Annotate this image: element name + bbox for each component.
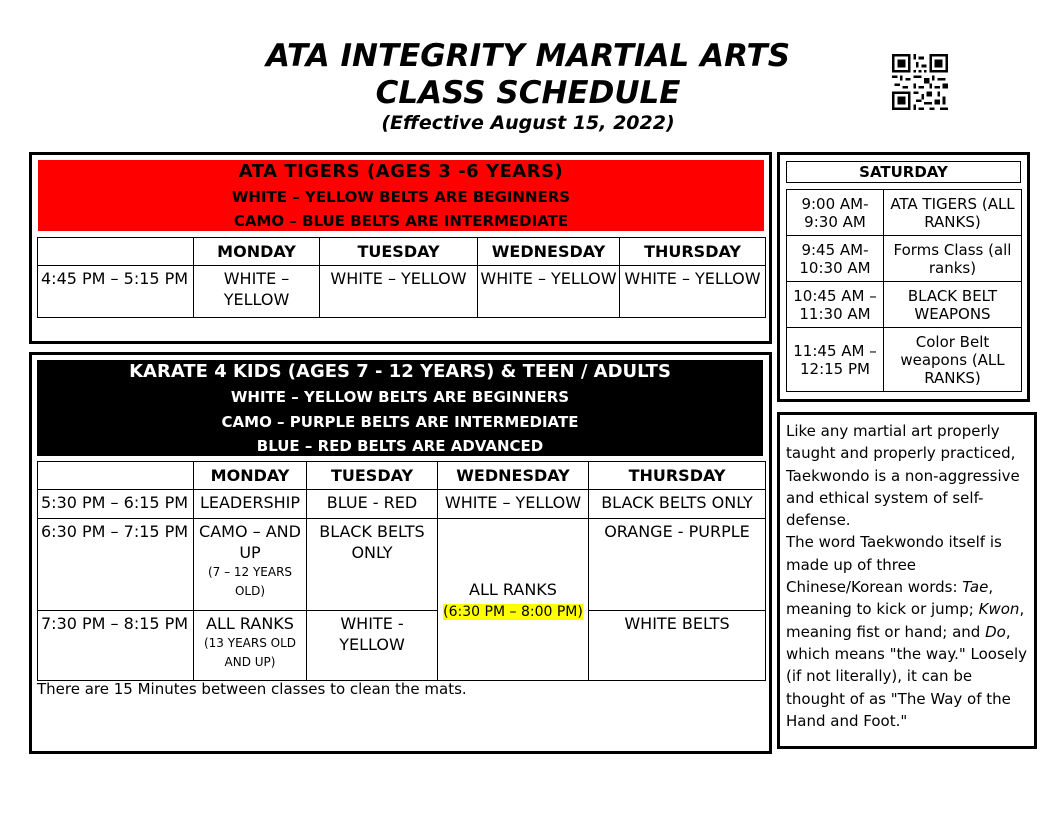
- class-cell: WHITE – YELLOW: [438, 490, 589, 519]
- age-note: (13 YEARS OLD AND UP): [203, 636, 297, 669]
- karate-advanced: BLUE – RED BELTS ARE ADVANCED: [256, 437, 544, 455]
- class-cell: ATA TIGERS (ALL RANKS): [884, 190, 1022, 236]
- tigers-banner-title: ATA TIGERS (AGES 3 -6 YEARS): [238, 161, 564, 182]
- tigers-intermediate: CAMO – BLUE BELTS ARE INTERMEDIATE: [233, 212, 569, 230]
- class-cell: ORANGE - PURPLE: [589, 519, 766, 611]
- karate-banner: [37, 360, 763, 456]
- age-note: (7 – 12 YEARS OLD): [207, 565, 293, 598]
- class-cell: WHITE BELTS: [589, 611, 766, 681]
- time-cell: 7:30 PM – 8:15 PM: [38, 611, 194, 681]
- class-cell-all-ranks: [438, 519, 589, 681]
- class-name: ALL RANKS: [469, 579, 557, 599]
- time-cell: 10:45 AM – 11:30 AM: [787, 282, 884, 328]
- qr-code-icon: [892, 54, 948, 110]
- footnote: There are 15 Minutes between classes to clean the mats.: [37, 680, 467, 698]
- table-header-time: [38, 238, 194, 266]
- time-cell: 5:30 PM – 6:15 PM: [38, 490, 194, 519]
- tigers-schedule-table: [37, 237, 766, 318]
- highlighted-time: (6:30 PM – 8:00 PM): [443, 603, 583, 620]
- class-cell: [194, 519, 307, 611]
- header-monday: MONDAY: [194, 238, 320, 266]
- saturday-title: SATURDAY: [786, 161, 1021, 183]
- header-tuesday: TUESDAY: [307, 462, 438, 490]
- karate-intermediate: CAMO – PURPLE BELTS ARE INTERMEDIATE: [221, 413, 579, 431]
- class-cell: BLUE - RED: [307, 490, 438, 519]
- class-cell: Color Belt weapons (ALL RANKS): [884, 328, 1022, 392]
- taekwondo-info: [786, 420, 1030, 732]
- karate-beginners: WHITE – YELLOW BELTS ARE BEGINNERS: [230, 388, 570, 406]
- class-cell: BLACK BELT WEAPONS: [884, 282, 1022, 328]
- class-cell: [194, 611, 307, 681]
- header-thursday: THURSDAY: [589, 462, 766, 490]
- class-name: CAMO – AND UP: [199, 522, 301, 562]
- class-name: ALL RANKS: [206, 614, 294, 633]
- page-subtitle: CLASS SCHEDULE: [375, 75, 681, 111]
- class-cell: WHITE – YELLOW: [320, 266, 478, 318]
- info-paragraph-1: Like any martial art properly taught and properly practiced, Taekwondo is a non-aggressive and ethical system of self-defense.: [786, 422, 1020, 530]
- class-cell: WHITE – YELLOW: [620, 266, 766, 318]
- time-cell: 6:30 PM – 7:15 PM: [38, 519, 194, 611]
- tae-meaning: , meaning to kick or jump;: [786, 578, 994, 619]
- time-cell: 11:45 AM – 12:15 PM: [787, 328, 884, 392]
- kwon-meaning: , meaning fist or hand; and: [786, 600, 1025, 641]
- time-cell: 9:45 AM- 10:30 AM: [787, 236, 884, 282]
- table-header-time: [38, 462, 194, 490]
- class-cell: WHITE – YELLOW: [478, 266, 620, 318]
- class-cell: Forms Class (all ranks): [884, 236, 1022, 282]
- tigers-banner: [38, 160, 764, 231]
- effective-date: (Effective August 15, 2022): [381, 112, 675, 134]
- karate-banner-title: KARATE 4 KIDS (AGES 7 - 12 YEARS) & TEEN / ADULTS: [129, 361, 671, 382]
- class-cell: BLACK BELTS ONLY: [307, 519, 438, 611]
- word-kwon: Kwon: [978, 600, 1020, 619]
- header-wednesday: WEDNESDAY: [438, 462, 589, 490]
- karate-schedule-table: [37, 461, 766, 681]
- time-cell: 9:00 AM- 9:30 AM: [787, 190, 884, 236]
- do-meaning: , which means "the way." Loosely (if not literally), it can be thought of as "The Way of the Hand and Foot.": [786, 622, 1028, 730]
- header-thursday: THURSDAY: [620, 238, 766, 266]
- class-cell: WHITE - YELLOW: [307, 611, 438, 681]
- header-tuesday: TUESDAY: [320, 238, 478, 266]
- page-title: ATA INTEGRITY MARTIAL ARTS: [265, 38, 791, 74]
- class-cell: WHITE – YELLOW: [194, 266, 320, 318]
- saturday-schedule-table: [786, 189, 1022, 392]
- tigers-beginners: WHITE – YELLOW BELTS ARE BEGINNERS: [231, 188, 571, 206]
- time-cell: 4:45 PM – 5:15 PM: [38, 266, 194, 318]
- class-cell: LEADERSHIP: [194, 490, 307, 519]
- class-cell: BLACK BELTS ONLY: [589, 490, 766, 519]
- header-wednesday: WEDNESDAY: [478, 238, 620, 266]
- word-do: Do: [985, 622, 1006, 641]
- word-tae: Tae: [962, 578, 989, 597]
- info-paragraph-2: The word Taekwondo itself is made up of three Chinese/Korean words:: [786, 533, 1002, 597]
- header-monday: MONDAY: [194, 462, 307, 490]
